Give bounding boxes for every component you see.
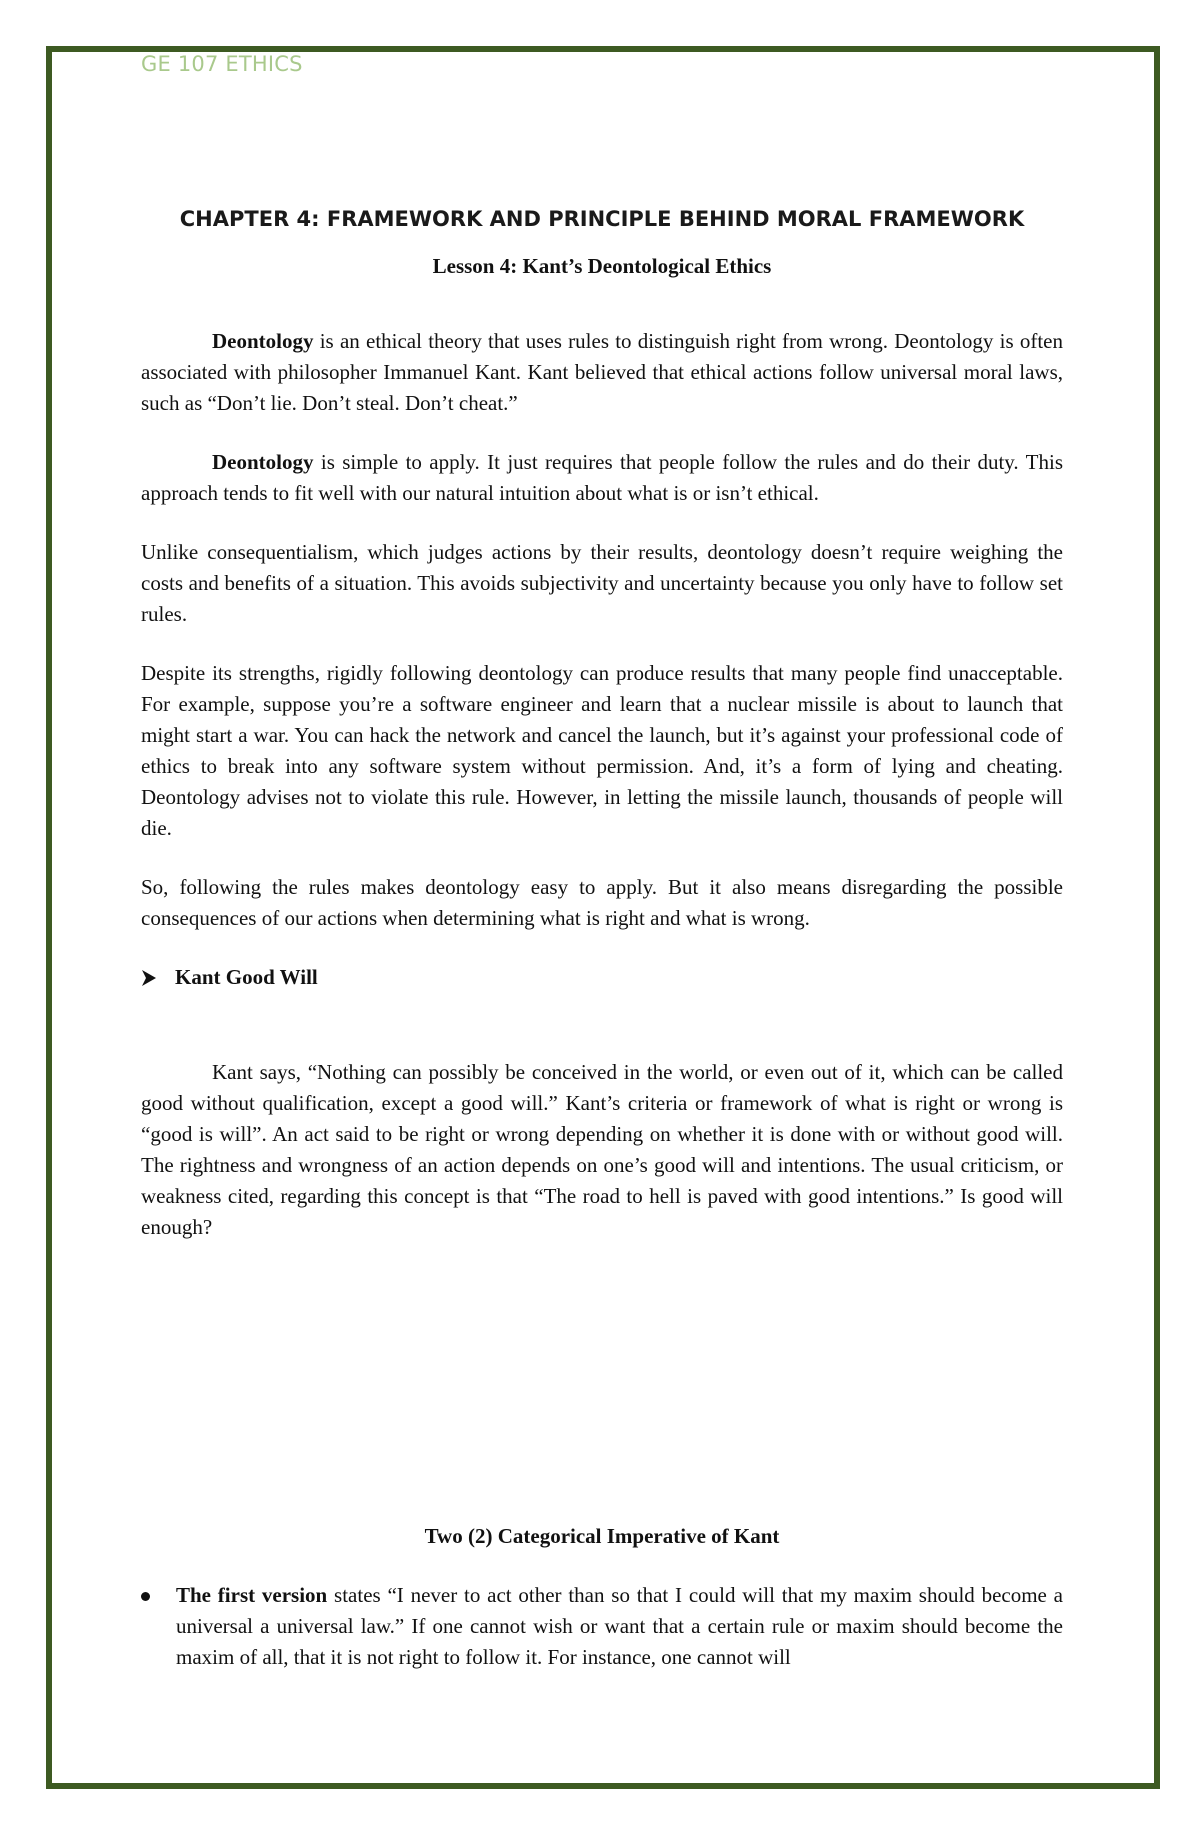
lesson-title: Lesson 4: Kant’s Deontological Ethics [432, 254, 772, 278]
bullet-dot-icon [141, 1580, 176, 1673]
list-item-text [176, 1580, 1063, 1673]
paragraph-deontology-definition [141, 326, 1063, 419]
paragraph-text: is simple to apply. It just requires that people follow the rules and do their duty. This approach tends to fit well with our natural intuition about what is or isn’t ethical. [141, 450, 1063, 505]
course-header: GE 107 ETHICS [141, 52, 303, 76]
good-will-heading [141, 962, 1063, 993]
first-version-text: states “I never to act other than so that I could will that my maxim should become a universal a universal law.” If one cannot wish or want that a certain rule or maxim should become the maxim of all, that it is not right to follow it. For instance, one cannot will [176, 1583, 1063, 1669]
blank-space [141, 1271, 1063, 1521]
paragraph-strengths-example: Despite its strengths, rigidly following deontology can produce results that many people find unacceptable. For example, suppose you’re a software engineer and learn that a nuclear missile is about to launch that might start a war. You can hack the network and cancel the launch, but it’s against your professional code of ethics to break into any software system without permission. And, it’s a form of lying and cheating. Deontology advises not to violate this rule. However, in letting the missile launch, thousands of people will die. [141, 661, 1063, 840]
paragraph-consequentialism: Unlike consequentialism, which judges actions by their results, deontology doesn’t require weighing the costs and benefits of a situation. This avoids subjectivity and uncertainty because you only have to follow set rules. [141, 540, 1063, 626]
first-version-label: The first version [176, 1583, 328, 1607]
paragraph-summary: So, following the rules makes deontology easy to apply. But it also means disregarding the possible consequences of our actions when determining what is right and what is wrong. [141, 875, 1063, 930]
imperatives-heading: Two (2) Categorical Imperative of Kant [424, 1524, 780, 1548]
paragraph-deontology-simple [141, 447, 1063, 509]
paragraph-good-will: Kant says, “Nothing can possibly be conceived in the world, or even out of it, which can be called good without qualification, except a good will.” Kant’s criteria or framework of what is right or wrong is “good is will”. An act said to be right or wrong depending on whether it is done with or without good will. The rightness and wrongness of an action depends on one’s good will and intentions. The usual criticism, or weakness cited, regarding this concept is that “The road to hell is paved with good intentions.” Is good will enough? [141, 1060, 1063, 1239]
paragraph-text: is an ethical theory that uses rules to distinguish right from wrong. Deontology is often associated with philosopher Immanuel Kant. Kant believed that ethical actions follow universal moral laws, such as “Don’t lie. Don’t steal. Don’t cheat.” [141, 329, 1063, 415]
document-body [141, 205, 1063, 1673]
list-item-first-version [141, 1580, 1063, 1673]
chapter-title: CHAPTER 4: FRAMEWORK AND PRINCIPLE BEHIND MORAL FRAMEWORK [179, 207, 1025, 231]
term-deontology: Deontology [212, 329, 314, 353]
arrowhead-bullet-icon [141, 969, 157, 987]
good-will-heading-text: Kant Good Will [175, 965, 318, 989]
term-deontology: Deontology [212, 450, 314, 474]
